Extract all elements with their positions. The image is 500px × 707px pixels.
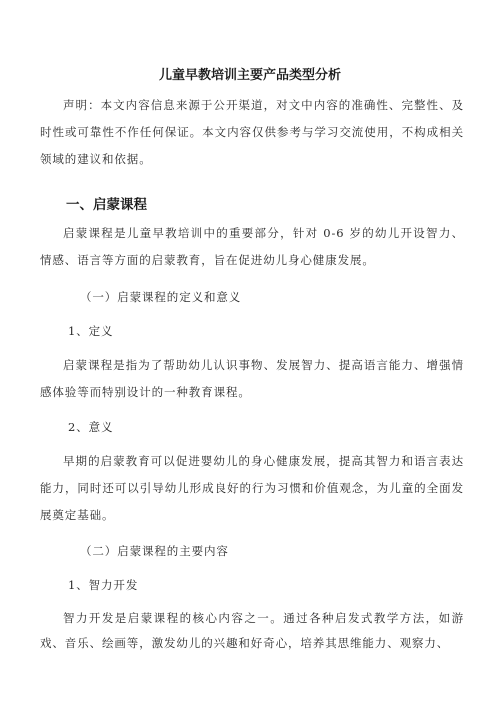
item-heading: 1、智力开发 (68, 578, 139, 592)
section-heading: 一、启蒙课程 (66, 197, 147, 213)
intelligence-paragraph: 智力开发是启蒙课程的核心内容之一。通过各种启发式教学方法，如游戏、音乐、绘画等，激发幼儿的兴趣和好奇心，培养其思维能力、观察力、 (40, 611, 464, 650)
subsection-heading: （一）启蒙课程的定义和意义 (80, 290, 242, 304)
definition-paragraph: 启蒙课程是指为了帮助幼儿认识事物、发展智力、提高语言能力、增强情感体验等而特别设计的一种教育课程。 (40, 358, 464, 399)
item-heading: 1、定义 (68, 324, 114, 338)
section-intro-paragraph: 启蒙课程是儿童早教培训中的重要部分，针对 0-6 岁的幼儿开设智力、情感、语言等方面的启蒙教育，旨在促进幼儿身心健康发展。 (40, 226, 464, 267)
document-title: 儿童早教培训主要产品类型分析 (158, 68, 341, 83)
significance-paragraph: 早期的启蒙教育可以促进婴幼儿的身心健康发展，提高其智力和语言表达能力，同时还可以引导幼儿形成良好的行为习惯和价值观念，为儿童的全面发展奠定基础。 (40, 454, 464, 522)
item-heading: 2、意义 (68, 420, 114, 434)
disclaimer-paragraph: 声明：本文内容信息来源于公开渠道，对文中内容的准确性、完整性、及时性或可靠性不作任何保证。本文内容仅供参考与学习交流使用，不构成相关领域的建议和依据。 (40, 98, 464, 166)
subsection-heading: （二）启蒙课程的主要内容 (80, 544, 229, 558)
